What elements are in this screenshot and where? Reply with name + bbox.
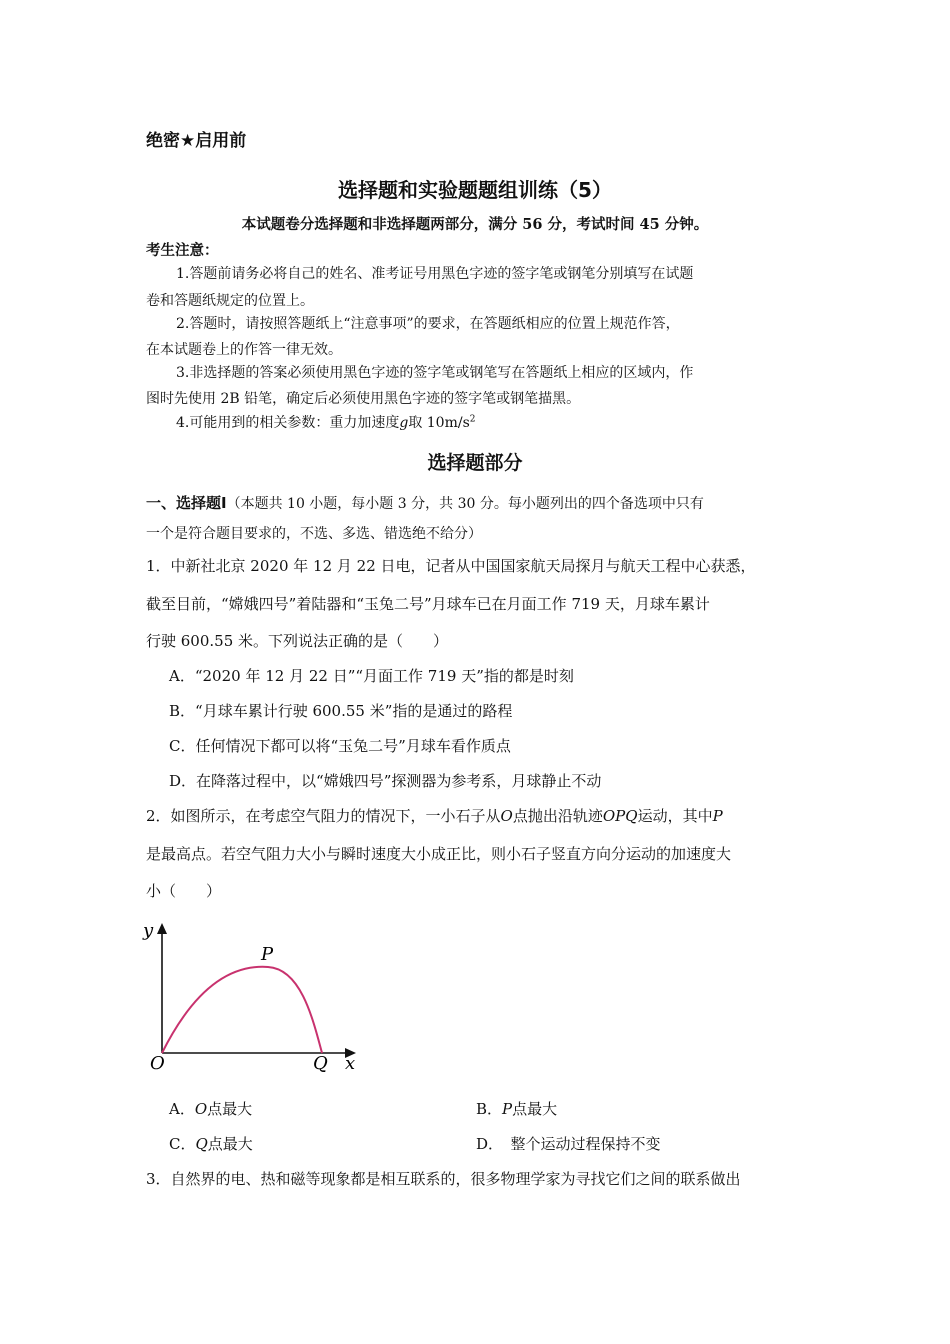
trajectory-figure xyxy=(140,915,370,1080)
part-label: 一、选择题Ⅰ xyxy=(146,494,227,512)
q1-line: 1．中新社北京 2020 年 12 月 22 日电，记者从中国国家航天局探月与航天工程中心获悉， xyxy=(146,557,756,575)
option-text: 点最大 xyxy=(207,1135,253,1153)
notice-line xyxy=(146,412,840,432)
q2-option-c xyxy=(169,1133,253,1154)
q2-text: 2．如图所示，在考虑空气阻力的情况下，一小石子从 xyxy=(146,807,501,825)
option-prefix: B． xyxy=(476,1100,503,1118)
point-o: O xyxy=(500,807,513,825)
part-desc: （本题共 10 小题，每小题 3 分，共 30 分。每小题列出的四个备选项中只有 xyxy=(226,496,704,512)
peak-label: P xyxy=(261,944,274,965)
notice-line: 在本试题卷上的作答一律无效。 xyxy=(146,342,342,358)
trajectory-label: OPQ xyxy=(602,807,638,825)
page-title: 选择题和实验题题组训练（5） xyxy=(338,178,612,202)
part-desc: 一个是符合题目要求的，不选、多选、错选绝不给分） xyxy=(146,526,482,542)
q1-option-c: C．任何情况下都可以将“玉兔二号”月球车看作质点 xyxy=(169,737,511,755)
notice-line: 图时先使用 2B 铅笔，确定后必须使用黑色字迹的签字笔或钢笔描黑。 xyxy=(146,391,581,407)
q2-text: 点抛出沿轨迹 xyxy=(512,807,603,825)
q2-option-a xyxy=(169,1098,252,1119)
point-p: P xyxy=(712,807,723,825)
part-intro xyxy=(146,492,810,513)
x-axis-label: x xyxy=(345,1053,356,1074)
confidential-label: 绝密★启用前 xyxy=(146,131,247,151)
q1-line: 行驶 600.55 米。下列说法正确的是（ ） xyxy=(146,632,449,650)
notice-text: 4.可能用到的相关参数：重力加速度 xyxy=(176,415,400,431)
option-text: 点最大 xyxy=(207,1100,253,1118)
point-q: Q xyxy=(195,1135,208,1153)
q2-line: 小（ ） xyxy=(146,882,222,900)
landing-label: Q xyxy=(313,1053,328,1074)
notice-line: 卷和答题纸规定的位置上。 xyxy=(146,293,314,309)
trajectory-curve xyxy=(162,967,322,1053)
page-subtitle: 本试题卷分选择题和非选择题两部分，满分 56 分，考试时间 45 分钟。 xyxy=(241,216,709,233)
option-text: 点最大 xyxy=(512,1100,558,1118)
q2-option-b xyxy=(476,1098,557,1119)
q1-option-d: D．在降落过程中，以“嫦娥四号”探测器为参考系，月球静止不动 xyxy=(169,772,602,790)
q2-line xyxy=(146,805,810,826)
notice-line: 1.答题前请务必将自己的姓名、准考证号用黑色字迹的签字笔或钢笔分别填写在试题 xyxy=(176,266,694,282)
section-title: 选择题部分 xyxy=(427,452,523,474)
q1-option-a: A．“2020 年 12 月 22 日”“月面工作 719 天”指的都是时刻 xyxy=(169,667,574,685)
y-axis-arrow xyxy=(157,923,167,934)
notice-line: 3.非选择题的答案必须使用黑色字迹的签字笔或钢笔写在答题纸上相应的区域内，作 xyxy=(176,365,694,381)
q2-line: 是最高点。若空气阻力大小与瞬时速度大小成正比，则小石子竖直方向分运动的加速度大 xyxy=(146,845,732,863)
point-o: O xyxy=(194,1100,208,1118)
notice-heading: 考生注意： xyxy=(146,243,219,259)
notice-text: 取 10m/s xyxy=(408,415,470,431)
option-prefix: A． xyxy=(169,1100,195,1118)
q2-text: 运动，其中 xyxy=(637,807,713,825)
origin-label: O xyxy=(150,1053,165,1074)
gravity-symbol: g xyxy=(399,415,409,431)
option-prefix: C． xyxy=(169,1135,196,1153)
notice-line: 2.答题时，请按照答题纸上“注意事项”的要求，在答题纸相应的位置上规范作答， xyxy=(176,316,680,332)
q1-option-b: B．“月球车累计行驶 600.55 米”指的是通过的路程 xyxy=(169,702,513,720)
q1-line: 截至目前，“嫦娥四号”着陆器和“玉兔二号”月球车已在月面工作 719 天，月球车累计 xyxy=(146,595,710,613)
point-p: P xyxy=(502,1100,513,1118)
q3-line: 3．自然界的电、热和磁等现象都是相互联系的，很多物理学家为寻找它们之间的联系做出 xyxy=(146,1170,741,1188)
q2-option-d: D． 整个运动过程保持不变 xyxy=(476,1135,661,1153)
y-axis-label: y xyxy=(143,920,154,941)
superscript: 2 xyxy=(469,414,476,425)
